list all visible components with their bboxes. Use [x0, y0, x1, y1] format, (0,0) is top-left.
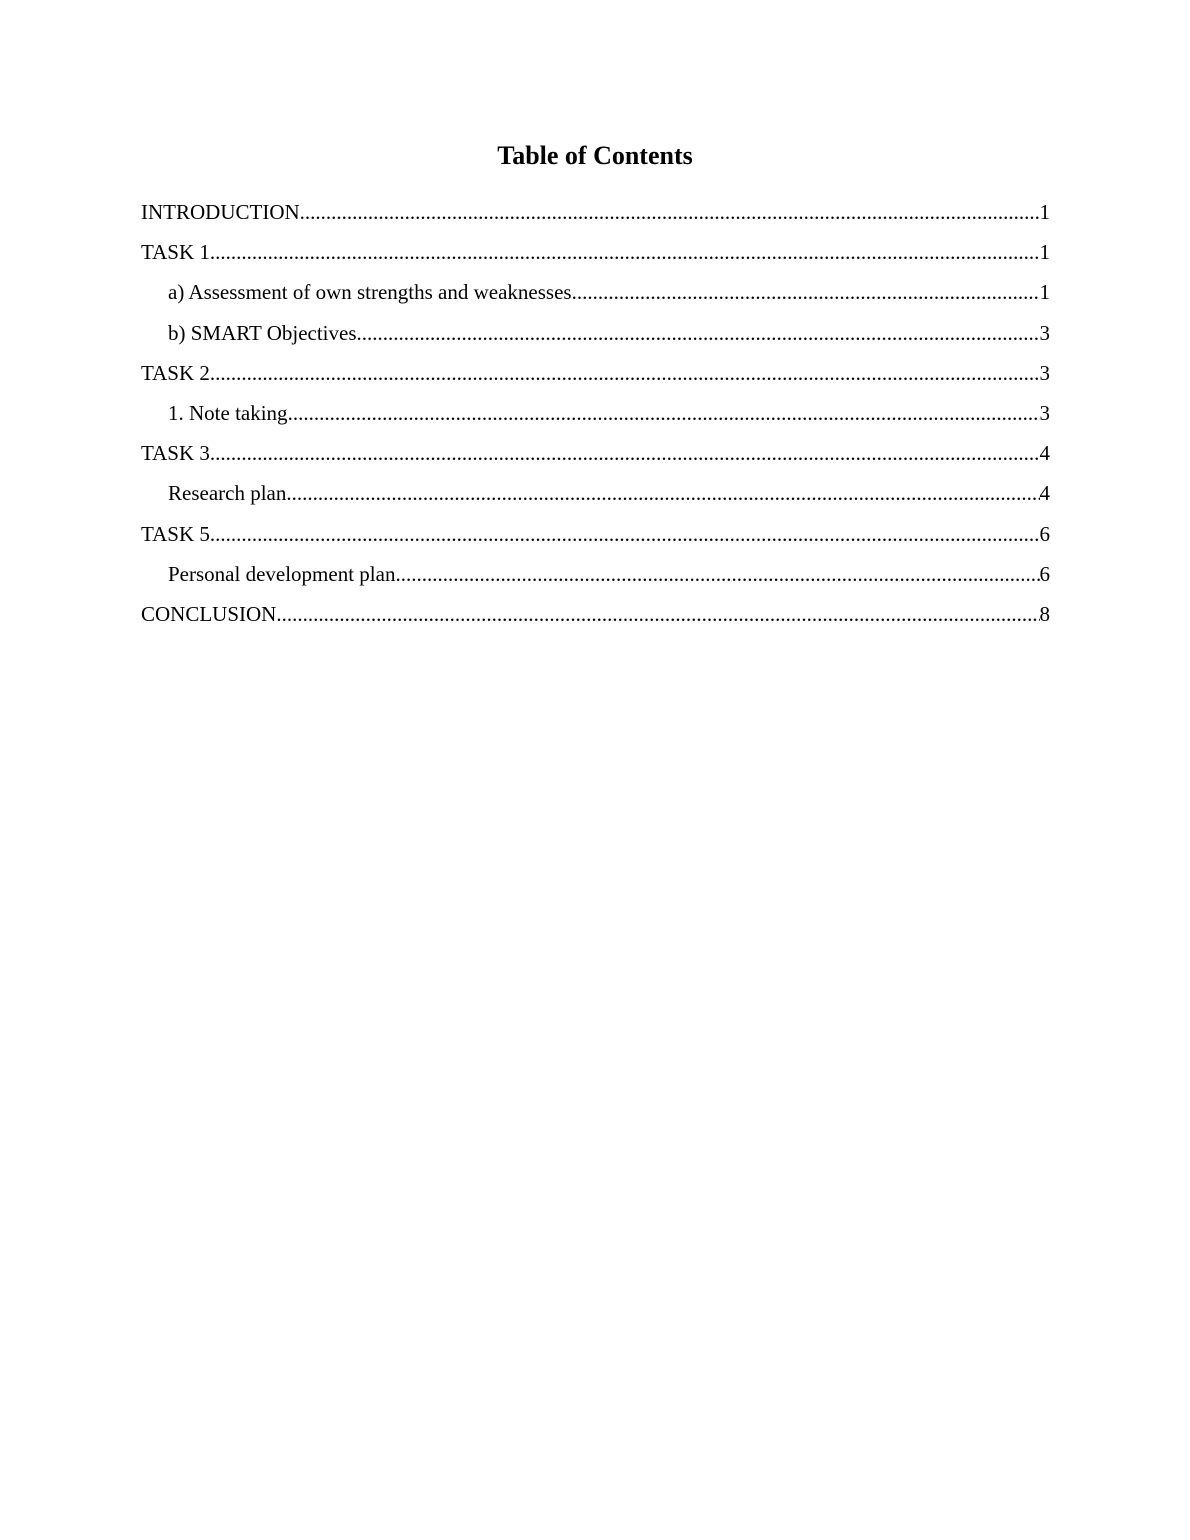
toc-title: Table of Contents	[497, 141, 693, 170]
toc-page-number: 6	[1039, 561, 1050, 586]
toc-entry-label: INTRODUCTION	[141, 200, 300, 224]
toc-entry-conclusion[interactable]	[141, 594, 1050, 634]
toc-page-number: 1	[1039, 280, 1050, 305]
toc-entry-introduction[interactable]	[141, 192, 1050, 232]
toc-entry-label: TASK 1	[141, 240, 210, 265]
toc-dot-leader	[357, 313, 1040, 353]
toc-dot-leader	[288, 393, 1040, 433]
toc-entry-label: TASK 2	[141, 360, 210, 385]
toc-entry-task-3[interactable]	[141, 433, 1050, 473]
toc-entry-task-2[interactable]	[141, 353, 1050, 393]
toc-page-number: 1	[1039, 240, 1050, 265]
toc-dot-leader	[572, 272, 1040, 312]
toc-entry-label: CONCLUSION	[141, 601, 277, 626]
toc-dot-leader	[276, 594, 1039, 634]
toc-page-number: 3	[1039, 320, 1050, 345]
toc-dot-leader	[210, 433, 1040, 473]
toc-dot-leader	[300, 192, 1040, 232]
toc-dot-leader	[210, 232, 1040, 272]
toc-dot-leader	[395, 554, 1039, 594]
toc-entry-note-taking[interactable]	[141, 393, 1050, 433]
toc-entry-label: a) Assessment of own strengths and weaknesses	[168, 280, 572, 305]
toc-entry-label: TASK 5	[141, 521, 210, 546]
toc-entry-label: TASK 3	[141, 441, 210, 466]
toc-page-number: 4	[1039, 441, 1050, 466]
toc-entry-label: b) SMART Objectives	[168, 320, 357, 345]
toc-page-number: 3	[1039, 400, 1050, 425]
toc-entry-label: Personal development plan	[168, 561, 396, 586]
toc-dot-leader	[210, 514, 1040, 554]
toc-dot-leader	[210, 353, 1040, 393]
toc-entry-task-5[interactable]	[141, 514, 1050, 554]
toc-page-number: 6	[1039, 521, 1050, 546]
toc-page-number: 1	[1039, 200, 1050, 224]
toc-page-number: 3	[1039, 360, 1050, 385]
toc-entry-research-plan[interactable]	[141, 473, 1050, 513]
toc-page-number: 8	[1039, 601, 1050, 626]
toc-page-number: 4	[1039, 481, 1050, 506]
toc-entry-task-1[interactable]	[141, 232, 1050, 272]
toc-list	[141, 192, 1050, 634]
toc-entry-label: Research plan	[168, 481, 287, 506]
toc-dot-leader	[286, 473, 1039, 513]
toc-entry-label: 1. Note taking	[168, 400, 288, 425]
toc-entry-assessment[interactable]	[141, 272, 1050, 312]
toc-entry-smart-objectives[interactable]	[141, 313, 1050, 353]
toc-entry-personal-development-plan[interactable]	[141, 554, 1050, 594]
